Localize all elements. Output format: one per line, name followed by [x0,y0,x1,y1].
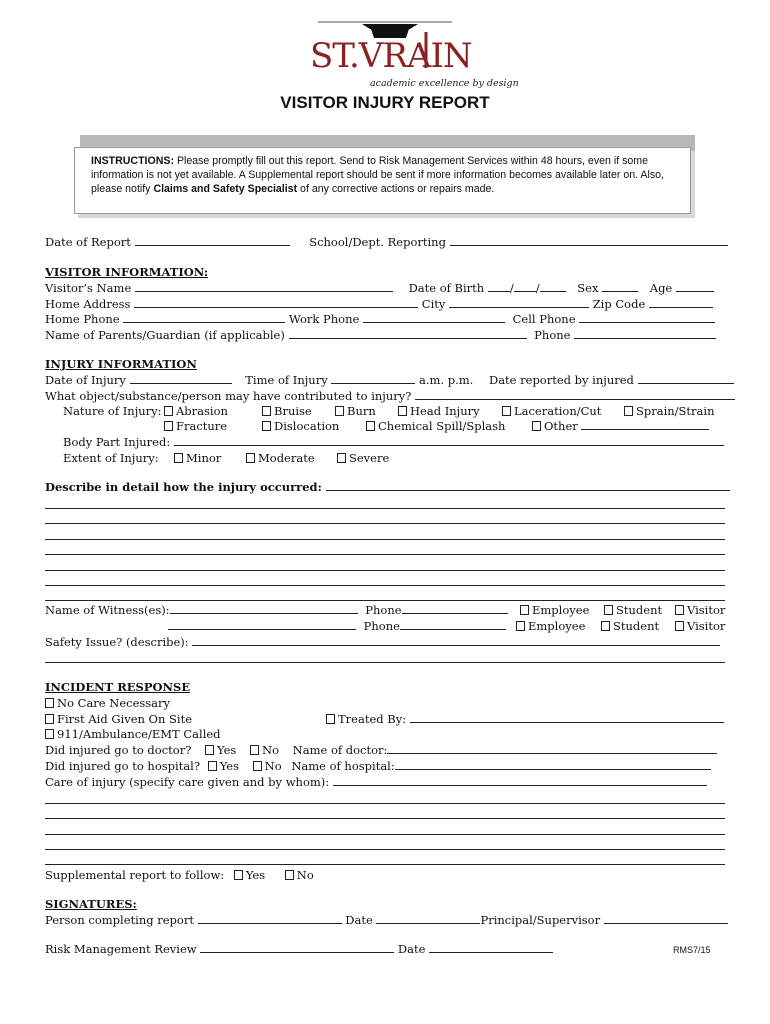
hospital-name-label: Name of hospital: [291,759,395,773]
doctor-no-checkbox[interactable] [250,745,259,755]
abrasion-checkbox[interactable] [164,406,173,416]
describe-line[interactable] [45,508,725,509]
form-code: RMS7/15 [673,945,711,955]
signature-row-2 [45,942,553,956]
supplemental-no-label: No [296,868,314,882]
school-dept-field[interactable] [450,235,728,246]
first-aid-checkbox[interactable] [45,714,54,724]
describe-line[interactable] [45,539,725,540]
nature-burn[interactable] [335,404,376,418]
object-label: What object/substance/person may have contributed to injury? [45,389,412,403]
nature-chemical[interactable] [366,419,505,433]
burn-label: Burn [347,404,376,418]
visitor-row-4 [45,328,716,342]
city-field[interactable] [449,297,589,308]
supplemental-no[interactable] [285,868,314,882]
head-injury-label: Head Injury [410,404,480,418]
home-phone-field[interactable] [123,312,285,323]
first-aid-label: First Aid Given On Site [57,712,193,726]
witness1-student[interactable] [604,603,662,617]
student-label: Student [616,603,663,617]
ampm-label: a.m. p.m. [419,373,474,387]
zip-field[interactable] [649,297,713,308]
hospital-no[interactable] [253,759,282,773]
laceration-checkbox[interactable] [502,406,511,416]
age-label: Age [649,281,673,295]
risk-review-field[interactable] [200,942,394,953]
sig-date-label: Date [345,913,373,927]
nature-fracture[interactable] [164,419,227,433]
supplemental-label: Supplemental report to follow: [45,868,225,882]
witness2-phone-label: Phone [363,619,400,633]
extent-moderate[interactable] [246,451,315,465]
first-aid-option[interactable] [45,712,192,726]
describe-line[interactable] [45,570,725,571]
school-dept-label: School/Dept. Reporting [309,235,446,249]
chemical-checkbox[interactable] [366,421,375,431]
care-line[interactable] [45,803,725,804]
extent-severe[interactable] [337,451,389,465]
dislocation-checkbox[interactable] [262,421,271,431]
principal-field[interactable] [604,913,728,924]
witness2-visitor[interactable] [675,619,725,633]
fracture-label: Fracture [176,419,228,433]
parents-field[interactable] [289,328,527,339]
instructions-body: Please promptly fill out this report. Send to Risk Management Services within 48 hours, even if some information is not yet available. A Supplemental report should be sent if more information becomes available later on. Also, please notify [91,155,664,195]
page-title: VISITOR INJURY REPORT [280,93,490,112]
injury-time-label: Time of Injury [245,373,328,387]
extent-label: Extent of Injury: [63,451,159,465]
home-address-label: Home Address [45,297,131,311]
work-phone-field[interactable] [363,312,505,323]
logo-tagline: academic excellence by design [370,78,519,89]
parents-phone-label: Phone [534,328,571,342]
principal-label: Principal/Supervisor [480,913,601,927]
hospital-yes[interactable] [208,759,239,773]
moderate-checkbox[interactable] [246,453,255,463]
visitor-label: Visitor [687,603,726,617]
nature-laceration[interactable] [502,404,601,418]
abrasion-label: Abrasion [176,404,228,418]
visitor-checkbox[interactable] [675,621,684,631]
doctor-row [45,743,717,757]
instructions-text [75,148,690,202]
zip-label: Zip Code [592,297,646,311]
header-fields-row [45,235,728,249]
supplemental-row [45,868,314,882]
witness2-name-field[interactable] [168,619,356,630]
treated-by-option[interactable] [326,712,724,726]
treated-by-checkbox[interactable] [326,714,335,724]
risk-date-field[interactable] [429,942,553,953]
body-part-field[interactable] [174,435,724,446]
witness2-employee[interactable] [516,619,585,633]
other-label: Other [544,419,578,433]
sex-label: Sex [577,281,599,295]
injury-time-field[interactable] [331,373,415,384]
logo [310,18,519,90]
supplemental-yes-label: Yes [245,868,266,882]
home-address-field[interactable] [134,297,418,308]
other-checkbox[interactable] [532,421,541,431]
witness1-employee[interactable] [520,603,589,617]
employee-label: Employee [528,619,586,633]
visitor-label: Visitor [687,619,726,633]
describe-line[interactable] [45,554,725,555]
visitor-row-3 [45,312,715,326]
head-injury-checkbox[interactable] [398,406,407,416]
dob-month-field[interactable] [488,281,510,292]
dob-day-field[interactable] [514,281,536,292]
visitor-row-2 [45,297,713,311]
fracture-checkbox[interactable] [164,421,173,431]
moderate-label: Moderate [258,451,315,465]
hospital-question: Did injured go to hospital? [45,759,201,773]
ems-checkbox[interactable] [45,729,54,739]
nature-dislocation[interactable] [262,419,339,433]
dob-year-field[interactable] [540,281,566,292]
sex-field[interactable] [602,281,638,292]
parents-label: Name of Parents/Guardian (if applicable) [45,328,285,342]
visitor-name-label: Visitor’s Name [45,281,132,295]
visitor-name-field[interactable] [135,281,393,292]
city-label: City [421,297,446,311]
student-label: Student [613,619,660,633]
sprain-checkbox[interactable] [624,406,633,416]
nature-sprain[interactable] [624,404,715,418]
bruise-checkbox[interactable] [262,406,271,416]
witness-phone-field[interactable] [402,603,508,614]
visitor-info-heading: VISITOR INFORMATION: [45,265,209,279]
describe-line[interactable] [45,585,725,586]
hospital-no-checkbox[interactable] [253,761,262,771]
ems-label: 911/Ambulance/EMT Called [57,727,221,741]
witness-name-field[interactable] [170,603,358,614]
hospital-yes-label: Yes [219,759,239,773]
care-line[interactable] [45,818,725,819]
describe-line[interactable] [45,523,725,524]
witness-label: Name of Witness(es): [45,603,170,617]
ems-option[interactable] [45,727,221,741]
doctor-yes-checkbox[interactable] [205,745,214,755]
date-of-report-label: Date of Report [45,235,131,249]
object-field[interactable] [415,389,735,400]
employee-checkbox[interactable] [520,605,529,615]
safety-label: Safety Issue? (describe): [45,635,189,649]
care-line[interactable] [45,834,725,835]
laceration-label: Laceration/Cut [514,404,602,418]
witness-row-1 [45,603,508,617]
care-row [45,775,707,789]
care-line[interactable] [45,849,725,850]
chemical-label: Chemical Spill/Splash [378,419,506,433]
other-field[interactable] [581,419,709,430]
risk-review-label: Risk Management Review [45,942,197,956]
student-checkbox[interactable] [601,621,610,631]
describe-field[interactable] [326,480,730,491]
describe-row [45,480,730,494]
doctor-name-label: Name of doctor: [292,743,388,757]
cell-phone-field[interactable] [579,312,715,323]
date-reported-field[interactable] [638,373,734,384]
doctor-question: Did injured go to doctor? [45,743,192,757]
dislocation-label: Dislocation [274,419,340,433]
safety-field[interactable] [192,635,720,646]
no-care-option[interactable] [45,696,170,710]
supplemental-no-checkbox[interactable] [285,870,294,880]
signature-row-1 [45,913,728,927]
nature-label: Nature of Injury: [63,404,162,418]
safety-line[interactable] [45,662,725,663]
hospital-no-label: No [264,759,282,773]
employee-label: Employee [532,603,590,617]
signatures-heading: SIGNATURES: [45,897,137,911]
work-phone-label: Work Phone [288,312,360,326]
sig-date-field[interactable] [376,913,480,924]
doctor-yes-label: Yes [217,743,237,757]
risk-date-label: Date [397,942,426,956]
cell-phone-label: Cell Phone [512,312,576,326]
parents-phone-field[interactable] [574,328,716,339]
hospital-yes-checkbox[interactable] [208,761,217,771]
no-care-label: No Care Necessary [57,696,171,710]
employee-checkbox[interactable] [516,621,525,631]
doctor-no-label: No [262,743,279,757]
body-part-label: Body Part Injured: [63,435,171,449]
injury-date-label: Date of Injury [45,373,126,387]
witness-row-2 [168,619,506,633]
treated-by-label: Treated By: [338,712,407,726]
witness-phone-label: Phone [365,603,402,617]
extent-minor[interactable] [174,451,221,465]
hospital-row [45,759,711,773]
treated-by-field[interactable] [410,712,724,723]
age-field[interactable] [676,281,714,292]
care-label: Care of injury (specify care given and by whom): [45,775,330,789]
supplemental-yes[interactable] [234,868,265,882]
student-checkbox[interactable] [604,605,613,615]
witness2-phone-field[interactable] [400,619,506,630]
witness2-student[interactable] [601,619,659,633]
minor-label: Minor [186,451,222,465]
date-reported-label: Date reported by injured [488,373,634,387]
injury-date-field[interactable] [130,373,232,384]
injury-row-2 [45,389,735,403]
describe-label: Describe in detail how the injury occurred: [45,480,322,494]
nature-head-injury[interactable] [398,404,480,418]
describe-line[interactable] [45,600,725,601]
safety-row [45,635,720,649]
nature-abrasion[interactable] [164,404,228,418]
dob-label: Date of Birth [408,281,485,295]
injury-info-heading: INJURY INFORMATION [45,357,197,371]
instructions-box [74,147,691,214]
visitor-row-1: Visitor’s Name Date of Birth / / Sex Age [45,281,714,295]
nature-other[interactable] [532,419,709,433]
hospital-name-field[interactable] [395,759,711,770]
care-line[interactable] [45,864,725,865]
supplemental-yes-checkbox[interactable] [234,870,243,880]
no-care-checkbox[interactable] [45,698,54,708]
instructions-bold: Claims and Safety Specialist [153,183,298,195]
home-phone-label: Home Phone [45,312,120,326]
nature-bruise[interactable] [262,404,312,418]
person-completing-label: Person completing report [45,913,194,927]
instructions-label: INSTRUCTIONS: [91,155,174,167]
severe-label: Severe [349,451,390,465]
witness1-visitor[interactable] [675,603,725,617]
body-part-row [63,435,724,449]
date-of-report-field[interactable] [135,235,290,246]
burn-checkbox[interactable] [335,406,344,416]
doctor-no[interactable] [250,743,279,757]
injury-row-1 [45,373,734,387]
care-field[interactable] [333,775,707,786]
person-completing-field[interactable] [198,913,342,924]
visitor-checkbox[interactable] [675,605,684,615]
sprain-label: Sprain/Strain [636,404,715,418]
bruise-label: Bruise [274,404,312,418]
doctor-yes[interactable] [205,743,236,757]
severe-checkbox[interactable] [337,453,346,463]
doctor-name-field[interactable] [387,743,717,754]
minor-checkbox[interactable] [174,453,183,463]
logo-name: ST.VRAIN [310,36,472,76]
instructions-tail: of any corrective actions or repairs made. [297,183,495,195]
incident-response-heading: INCIDENT RESPONSE [45,680,191,694]
